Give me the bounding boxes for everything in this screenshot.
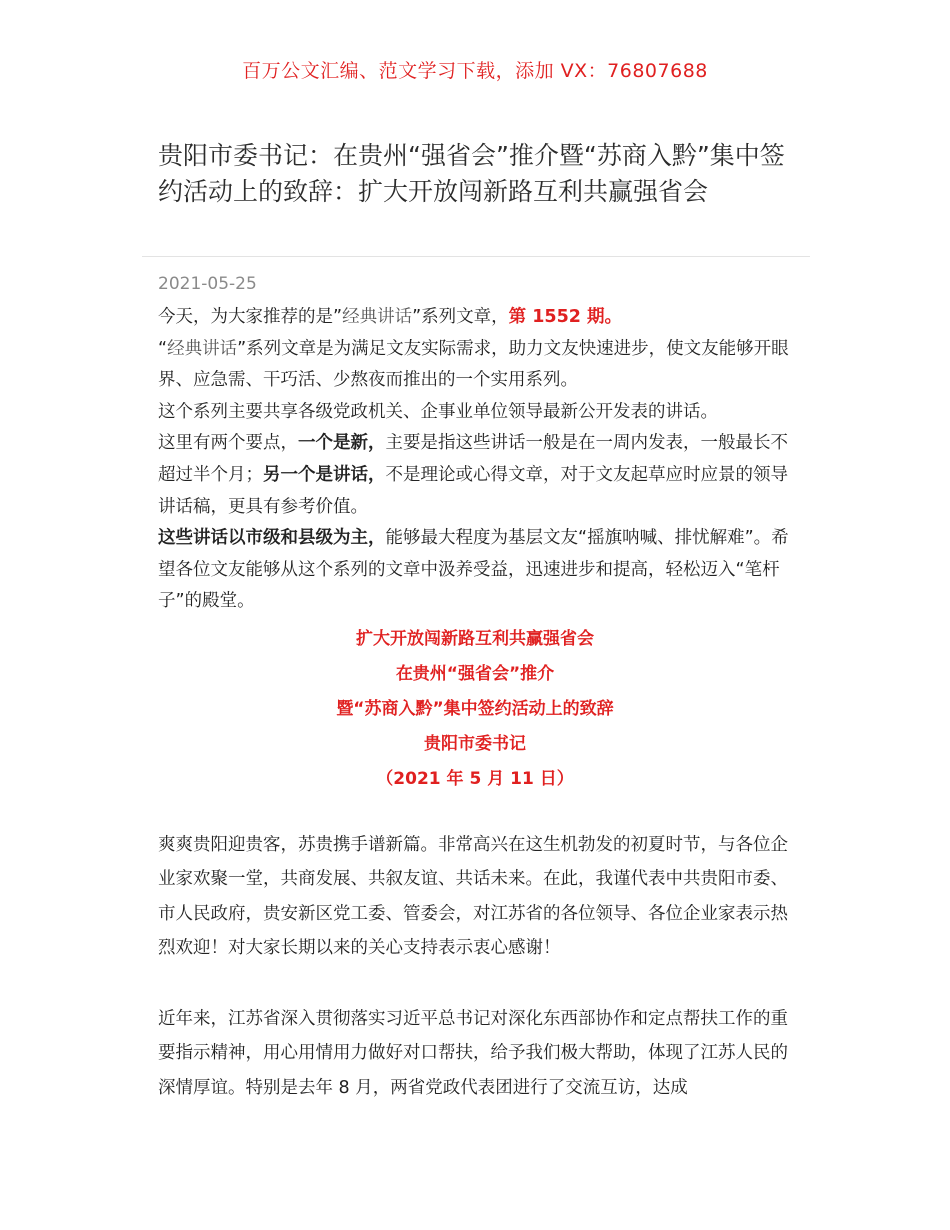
speech-subtitle-2: 暨“苏商入黔”集中签约活动上的致辞	[336, 699, 614, 719]
key-point-level: 这些讲话以市级和县级为主，	[158, 528, 386, 549]
speech-subtitle-1: 在贵州“强省会”推介	[395, 664, 555, 684]
key-point-new: 一个是新，	[298, 433, 386, 454]
intro-line-1	[158, 302, 794, 334]
key-point-speech: 另一个是讲话，	[263, 464, 386, 485]
intro-text: 今天，为大家推荐的是”	[158, 307, 343, 327]
promo-banner: 百万公文汇编、范文学习下载，添加 VX：76807688	[242, 60, 708, 82]
article-title: 贵阳市委书记：在贵州“强省会”推介暨“苏商入黔”集中签约活动上的致辞：扩大开放闯新路互利共赢强省会	[158, 141, 785, 206]
intro-para-4	[158, 428, 794, 523]
intro-text: ”系列文章是为满足文友实际需求，助力文友快速进步，使文友能够开眼界、应急需、干巧活、少熬夜而推出的一个实用系列。	[158, 338, 789, 391]
intro-text: 主要是指这些讲话一般是在一周内发表，一般最长不超过半个月；	[158, 433, 788, 485]
intro-text: “	[158, 338, 168, 359]
body-paragraph-1: 爽爽贵阳迎贵客，苏贵携手谱新篇。非常高兴在这生机勃发的初夏时节，与各位企业家欢聚一堂，共商发展、共叙友谊、共话未来。在此，我谨代表中共贵阳市委、市人民政府，贵安新区党工委、管委会，对江苏省的各位领导、各位企业家表示热烈欢迎！对大家长期以来的关心支持表示衷心感谢！	[158, 835, 788, 958]
series-name: 经典讲话	[167, 338, 238, 359]
speech-title: 扩大开放闯新路互利共赢强省会	[356, 629, 594, 649]
intro-text: 能够最大程度为基层文友“摇旗呐喊、排忧解难”。希望各位文友能够从这个系列的文章中汲养受益，迅速进步和提高，轻松迈入“笔杆子”的殿堂。	[158, 528, 789, 612]
intro-text: ”系列文章，	[412, 307, 509, 327]
intro-para-3: 这个系列主要共享各级党政机关、企事业单位领导最新公开发表的讲话。	[158, 401, 718, 422]
series-intro	[158, 302, 794, 618]
intro-para-5	[158, 523, 794, 618]
speaker: 贵阳市委书记	[424, 734, 526, 754]
series-name: 经典讲话	[342, 307, 413, 327]
publish-date: 2021-05-25	[158, 274, 257, 294]
speech-date: （2021 年 5 月 11 日）	[376, 769, 574, 789]
title-divider	[142, 256, 810, 257]
intro-text: 不是理论或心得文章，对于文友起草应时应景的领导讲话稿，更具有参考价值。	[158, 464, 788, 517]
body-paragraph-2: 近年来，江苏省深入贯彻落实习近平总书记对深化东西部协作和定点帮扶工作的重要指示精神，用心用情用力做好对口帮扶，给予我们极大帮助，体现了江苏人民的深情厚谊。特别是去年 8 月，两省党政代表团进行了交流互访，达成	[158, 1009, 788, 1098]
intro-text: 这里有两个要点，	[158, 433, 298, 454]
issue-number: 第 1552 期。	[508, 307, 623, 327]
speech-heading	[0, 622, 950, 797]
intro-para-2	[158, 334, 794, 397]
